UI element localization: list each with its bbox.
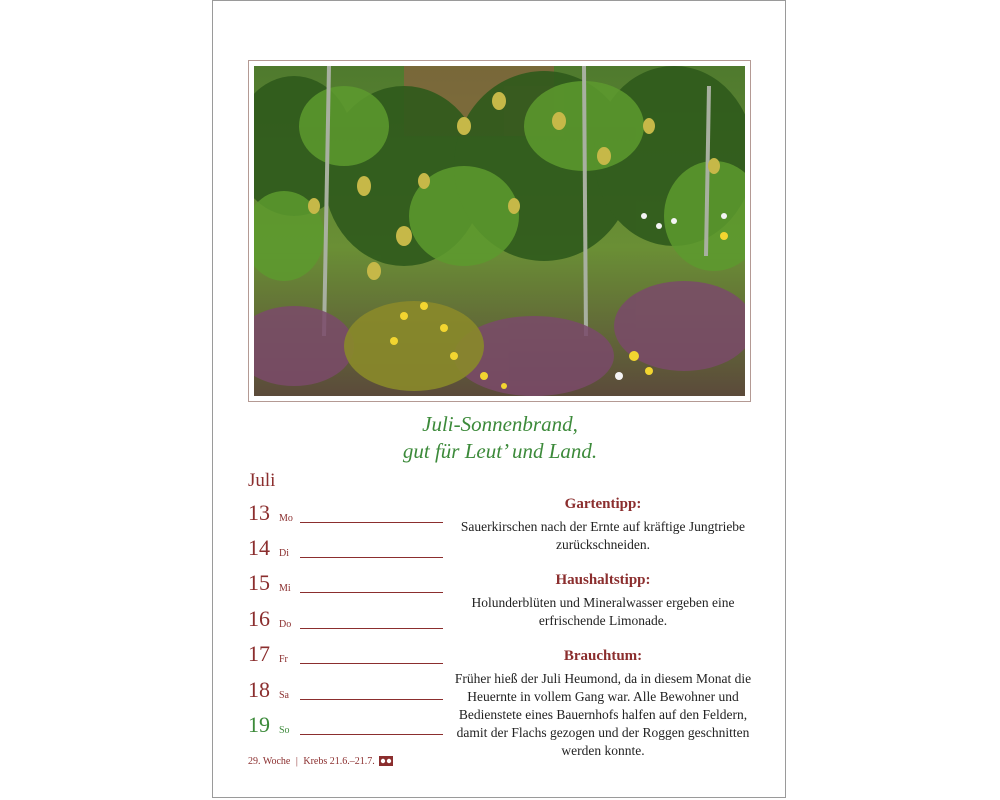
writing-line[interactable] bbox=[300, 734, 443, 735]
pear-trees-photo-icon bbox=[254, 66, 745, 396]
writing-line[interactable] bbox=[300, 628, 443, 629]
garden-tip-text: Sauerkirschen nach der Ernte auf kräftige Jungtriebe zurückschneiden. bbox=[460, 519, 746, 552]
weekday-label: Mo bbox=[279, 513, 293, 524]
weekday-label-sunday: So bbox=[279, 725, 290, 736]
day-number: 15 bbox=[248, 570, 270, 595]
custom-text: Früher hieß der Juli Heumond, da in diesem Monat die Heuernte in vollem Gang war. Alle Bewohner und Bedienstete eines Bauernhofs halfen auf den Feldern, damit der Flachs gezogen und der Roggen geschnitten werden konnte. bbox=[454, 671, 752, 758]
day-row bbox=[248, 706, 443, 736]
weekday-label: Do bbox=[279, 619, 292, 630]
photo-frame bbox=[248, 60, 751, 402]
motto-proverb bbox=[213, 411, 787, 465]
day-row bbox=[248, 600, 443, 630]
custom-title: Brauchtum: bbox=[563, 648, 643, 664]
writing-line[interactable] bbox=[300, 557, 443, 558]
weekday-label: Mi bbox=[279, 583, 291, 594]
calendar-page bbox=[212, 0, 786, 798]
garden-tip-title: Gartentipp: bbox=[564, 496, 642, 512]
footer bbox=[248, 756, 393, 769]
weekday-label: Fr bbox=[279, 654, 288, 665]
cancer-zodiac-icon bbox=[379, 756, 393, 769]
household-tip-title: Haushaltstipp: bbox=[555, 572, 651, 588]
footer-separator: | bbox=[295, 756, 298, 767]
day-row bbox=[248, 529, 443, 559]
day-row bbox=[248, 564, 443, 594]
month-label: Juli bbox=[248, 470, 276, 491]
zodiac-label: Krebs 21.6.–21.7. bbox=[303, 756, 375, 767]
weekday-label: Di bbox=[279, 548, 289, 559]
household-tip-text: Holunderblüten und Mineralwasser ergeben eine erfrischende Limonade. bbox=[471, 595, 735, 628]
writing-line[interactable] bbox=[300, 663, 443, 664]
writing-line[interactable] bbox=[300, 522, 443, 523]
day-row bbox=[248, 635, 443, 665]
day-row bbox=[248, 671, 443, 701]
day-number: 13 bbox=[248, 500, 270, 525]
garden-photo bbox=[254, 66, 745, 396]
weekday-label: Sa bbox=[279, 690, 289, 701]
day-number: 14 bbox=[248, 535, 270, 560]
motto-line-1: Juli-Sonnenbrand, bbox=[422, 412, 578, 436]
motto-line-2: gut für Leut’ und Land. bbox=[402, 439, 598, 463]
day-number: 17 bbox=[248, 641, 270, 666]
week-number: 29. Woche bbox=[248, 756, 291, 767]
day-number-sunday: 19 bbox=[248, 712, 270, 737]
writing-line[interactable] bbox=[300, 699, 443, 700]
day-number: 16 bbox=[248, 606, 270, 631]
day-row bbox=[248, 494, 443, 524]
writing-line[interactable] bbox=[300, 592, 443, 593]
tips-column bbox=[453, 495, 753, 777]
day-number: 18 bbox=[248, 677, 270, 702]
